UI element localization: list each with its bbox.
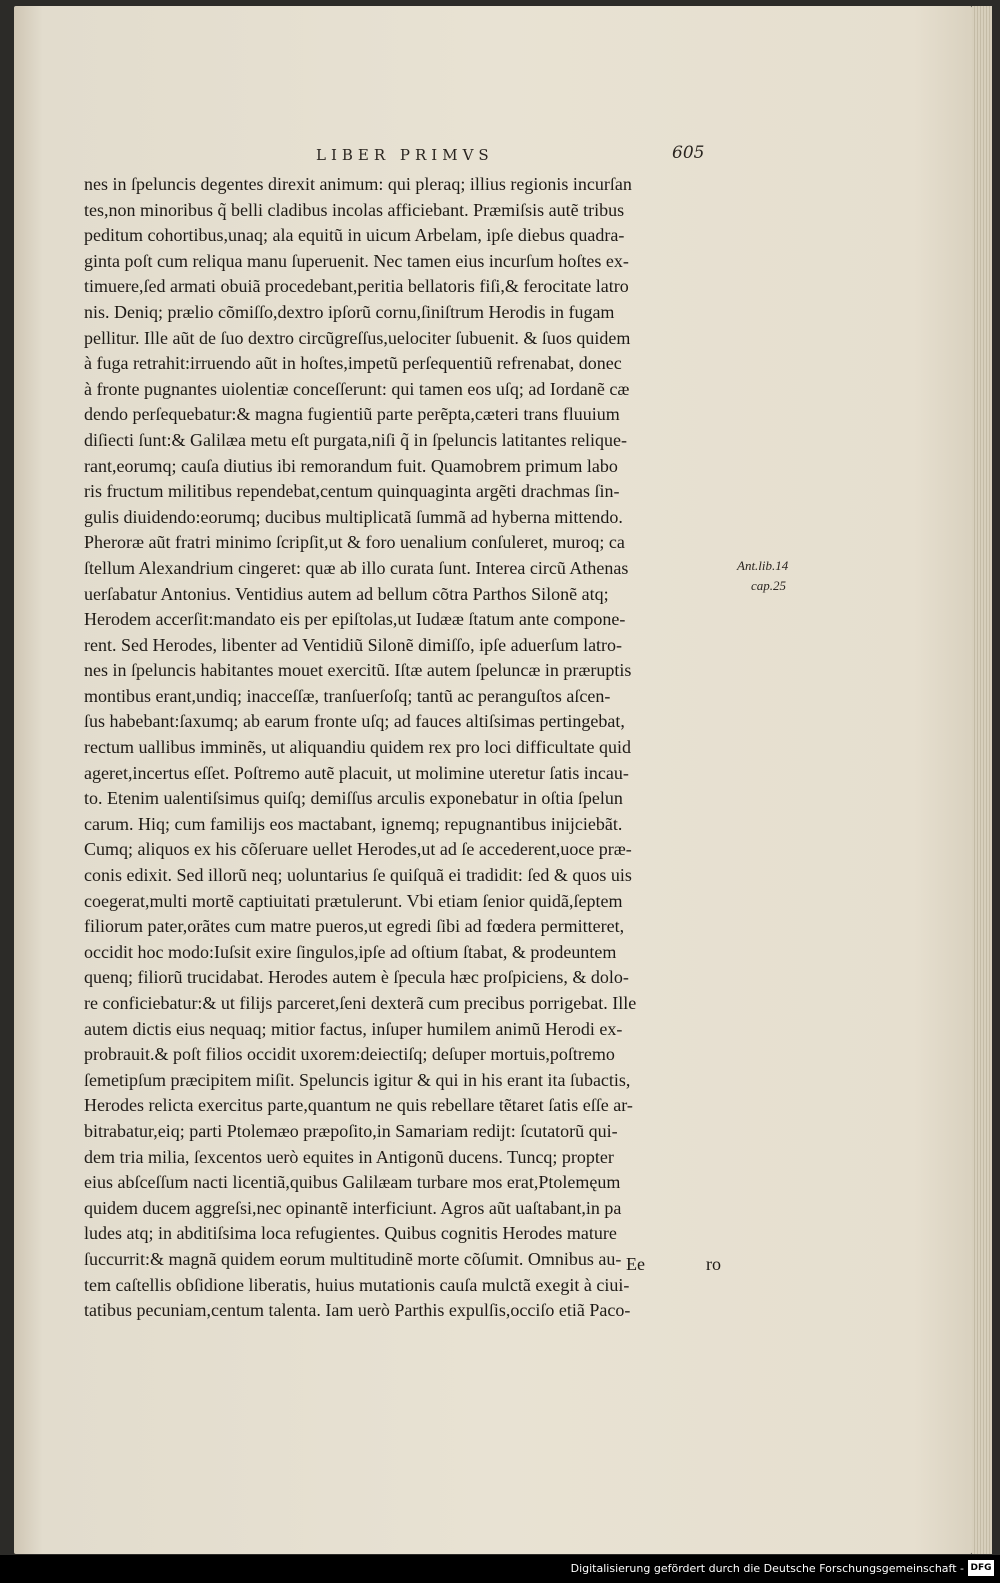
text-line: ris fructum militibus rependebat,centum quinquaginta argẽti drachmas ſin- xyxy=(84,481,620,502)
text-line: quidem ducem aggreſsi,nec opinantẽ interficiunt. Agros aũt uaſtabant,in pa xyxy=(84,1197,622,1218)
text-line: dendo perſequebatur:& magna fugientiũ parte perẽpta,cæteri trans fluuium xyxy=(84,404,620,425)
text-line: tem caſtellis obſidione liberatis, huius mutationis cauſa mulctã exegit à ciui- xyxy=(84,1274,630,1295)
marginal-note-line: Ant.lib.14 xyxy=(737,558,789,573)
text-line: ſus habebant:ſaxumq; ab earum fronte uſq; ad fauces altiſsimas pertingebat, xyxy=(84,711,625,732)
body-text xyxy=(84,172,744,1324)
text-line: montibus erant,undiq; inacceſſæ, tranſuerſoſq; tantũ ac peranguſtos aſcen- xyxy=(84,685,611,706)
page-edges xyxy=(972,6,992,1554)
text-line: nis. Deniq; prælio cõmiſſo,dextro ipſorũ cornu,ſiniſtrum Herodis in fugam xyxy=(84,301,615,322)
text-line: peditum cohortibus,unaq; ala equitũ in uicum Arbelam, ipſe diebus quadra- xyxy=(84,225,625,246)
text-line: ſuccurrit:& magnã quidem eorum multitudinẽ morte cõſumit. Omnibus au- xyxy=(84,1248,622,1269)
dfg-logo-icon: DFG xyxy=(968,1560,994,1576)
text-line: occidit hoc modo:Iuſsit exire ſingulos,ipſe ad oſtium ſtabat, & prodeuntem xyxy=(84,941,617,962)
text-line: rant,eorumq; cauſa diutius ibi remorandum fuit. Quamobrem primum labo xyxy=(84,455,618,476)
text-line: autem dictis eius nequaq; mitior factus, inſuper humilem animũ Herodi ex- xyxy=(84,1018,623,1039)
text-line: Herodem accerſit:mandato eis per epiſtolas,ut Iudææ ſtatum ante compone- xyxy=(84,609,626,630)
marginal-note xyxy=(737,556,788,596)
text-line: ludes atq; in abditiſsima loca refugientes. Quibus cognitis Herodes mature xyxy=(84,1223,617,1244)
text-line: à fuga retrahit:irruendo aũt in hoſtes,impetũ perſequentiũ refrenabat, donec xyxy=(84,353,622,374)
text-line: probrauit.& poſt filios occidit uxorem:deiectiſq; deſuper mortuis,poſtremo xyxy=(84,1044,615,1065)
text-line: eius abſceſſum nacti licentiã,quibus Galilæam turbare mos erat,Ptolemęum xyxy=(84,1172,621,1193)
text-line: to. Etenim ualentiſsimus quiſq; demiſſus arculis exponebatur in oſtia ſpelun xyxy=(84,788,623,809)
text-line: nes in ſpeluncis habitantes mouet exercitũ. Iſtæ autem ſpeluncæ in præruptis xyxy=(84,660,632,681)
text-line: diſiecti ſunt:& Galilæa metu eſt purgata,niſi q̃ in ſpeluncis latitantes relique- xyxy=(84,429,628,450)
signature-mark: Ee xyxy=(626,1254,645,1274)
text-line: à fronte pugnantes uiolentiæ conceſſerunt: qui tamen eos uſq; ad Iordanẽ cæ xyxy=(84,378,630,399)
text-line: tatibus pecuniam,centum talenta. Iam uerò Parthis expulſis,occiſo etiã Paco- xyxy=(84,1300,631,1321)
running-head: LIBER PRIMVS xyxy=(316,146,494,164)
text-line: Herodes relicta exercitus parte,quantum ne quis rebellare tẽtaret ſatis eſſe ar- xyxy=(84,1095,633,1116)
footer-credit: Digitalisierung gefördert durch die Deutsche Forschungsgemeinschaft - xyxy=(570,1562,964,1575)
text-line: carum. Hiq; cum familijs eos mactabant, ignemq; repugnantibus inijciebãt. xyxy=(84,813,623,834)
text-line: re conficiebatur:& ut filijs parceret,ſeni dexterã cum precibus porrigebat. Ille xyxy=(84,993,637,1013)
text-line: ageret,incertus eſſet. Poſtremo autẽ placuit, ut molimine uteretur ſatis incau- xyxy=(84,762,629,783)
text-line: coegerat,multi mortẽ captiuitati prætulerunt. Vbi etiam ſenior quidã,ſeptem xyxy=(84,890,623,911)
text-line: bitrabatur,eiq; parti Ptolemæo præpoſito,in Samariam redijt: ſcutatorũ qui- xyxy=(84,1120,618,1141)
text-line: ginta poſt cum reliqua manu ſuperuenit. Nec tamen eius incurſum hoſtes ex- xyxy=(84,250,629,271)
footer-bar xyxy=(0,1555,1000,1583)
text-line: nes in ſpeluncis degentes direxit animum: qui pleraq; illius regionis incurſan xyxy=(84,174,632,194)
text-line: uerſabatur Antonius. Ventidius autem ad bellum cõtra Parthos Silonẽ atq; xyxy=(84,583,609,604)
text-line: ſtellum Alexandrium cingeret: quæ ab illo curata ſunt. Interea circũ Athenas xyxy=(84,557,629,578)
catchword: ro xyxy=(706,1254,721,1274)
text-line: conis edixit. Sed illorũ neq; uoluntarius ſe quiſquã ei tradidit: ſed & quos uis xyxy=(84,865,632,886)
text-line: Cumq; aliquos ex his cõſeruare uellet Herodes,ut ad ſe accederent,uoce præ- xyxy=(84,839,632,860)
text-line: timuere,ſed armati obuiã procedebant,peritia bellatoris fiſi,& ferocitate latro xyxy=(84,276,629,297)
text-line: quenq; filiorũ trucidabat. Herodes autem è ſpecula hæc proſpiciens, & dolo- xyxy=(84,967,629,988)
text-line: filiorum pater,orãtes cum matre pueros,ut egredi ſibi ad fœdera permitteret, xyxy=(84,916,625,937)
page-number: 605 xyxy=(672,143,705,163)
text-line: Pheroræ aũt fratri minimo ſcripſit,ut & foro uenalium conſuleret, muroq; ca xyxy=(84,532,625,553)
text-line: gulis diuidendo:eorumq; ducibus multiplicatã ſummã ad hyberna mittendo. xyxy=(84,506,623,527)
text-line: tes,non minoribus q̃ belli cladibus incolas afficiebant. Præmiſsis autẽ tribus xyxy=(84,199,625,220)
text-line: rectum uallibus imminẽs, ut aliquandiu quidem rex pro loci difficultate quid xyxy=(84,737,632,758)
text-line: ſemetipſum præcipitem miſit. Speluncis igitur & qui in his erant ita ſubactis, xyxy=(84,1069,631,1090)
text-line: rent. Sed Herodes, libenter ad Ventidiũ Silonẽ dimiſſo, ipſe aduerſum latro- xyxy=(84,634,623,655)
marginal-note-line: cap.25 xyxy=(751,578,787,593)
text-line: pellitur. Ille aũt de ſuo dextro circũgreſſus,uelociter ſubuenit. & ſuos quidem xyxy=(84,327,631,348)
text-line: dem tria milia, ſexcentos uerò equites in Antigonũ ducens. Tuncq; propter xyxy=(84,1146,614,1167)
